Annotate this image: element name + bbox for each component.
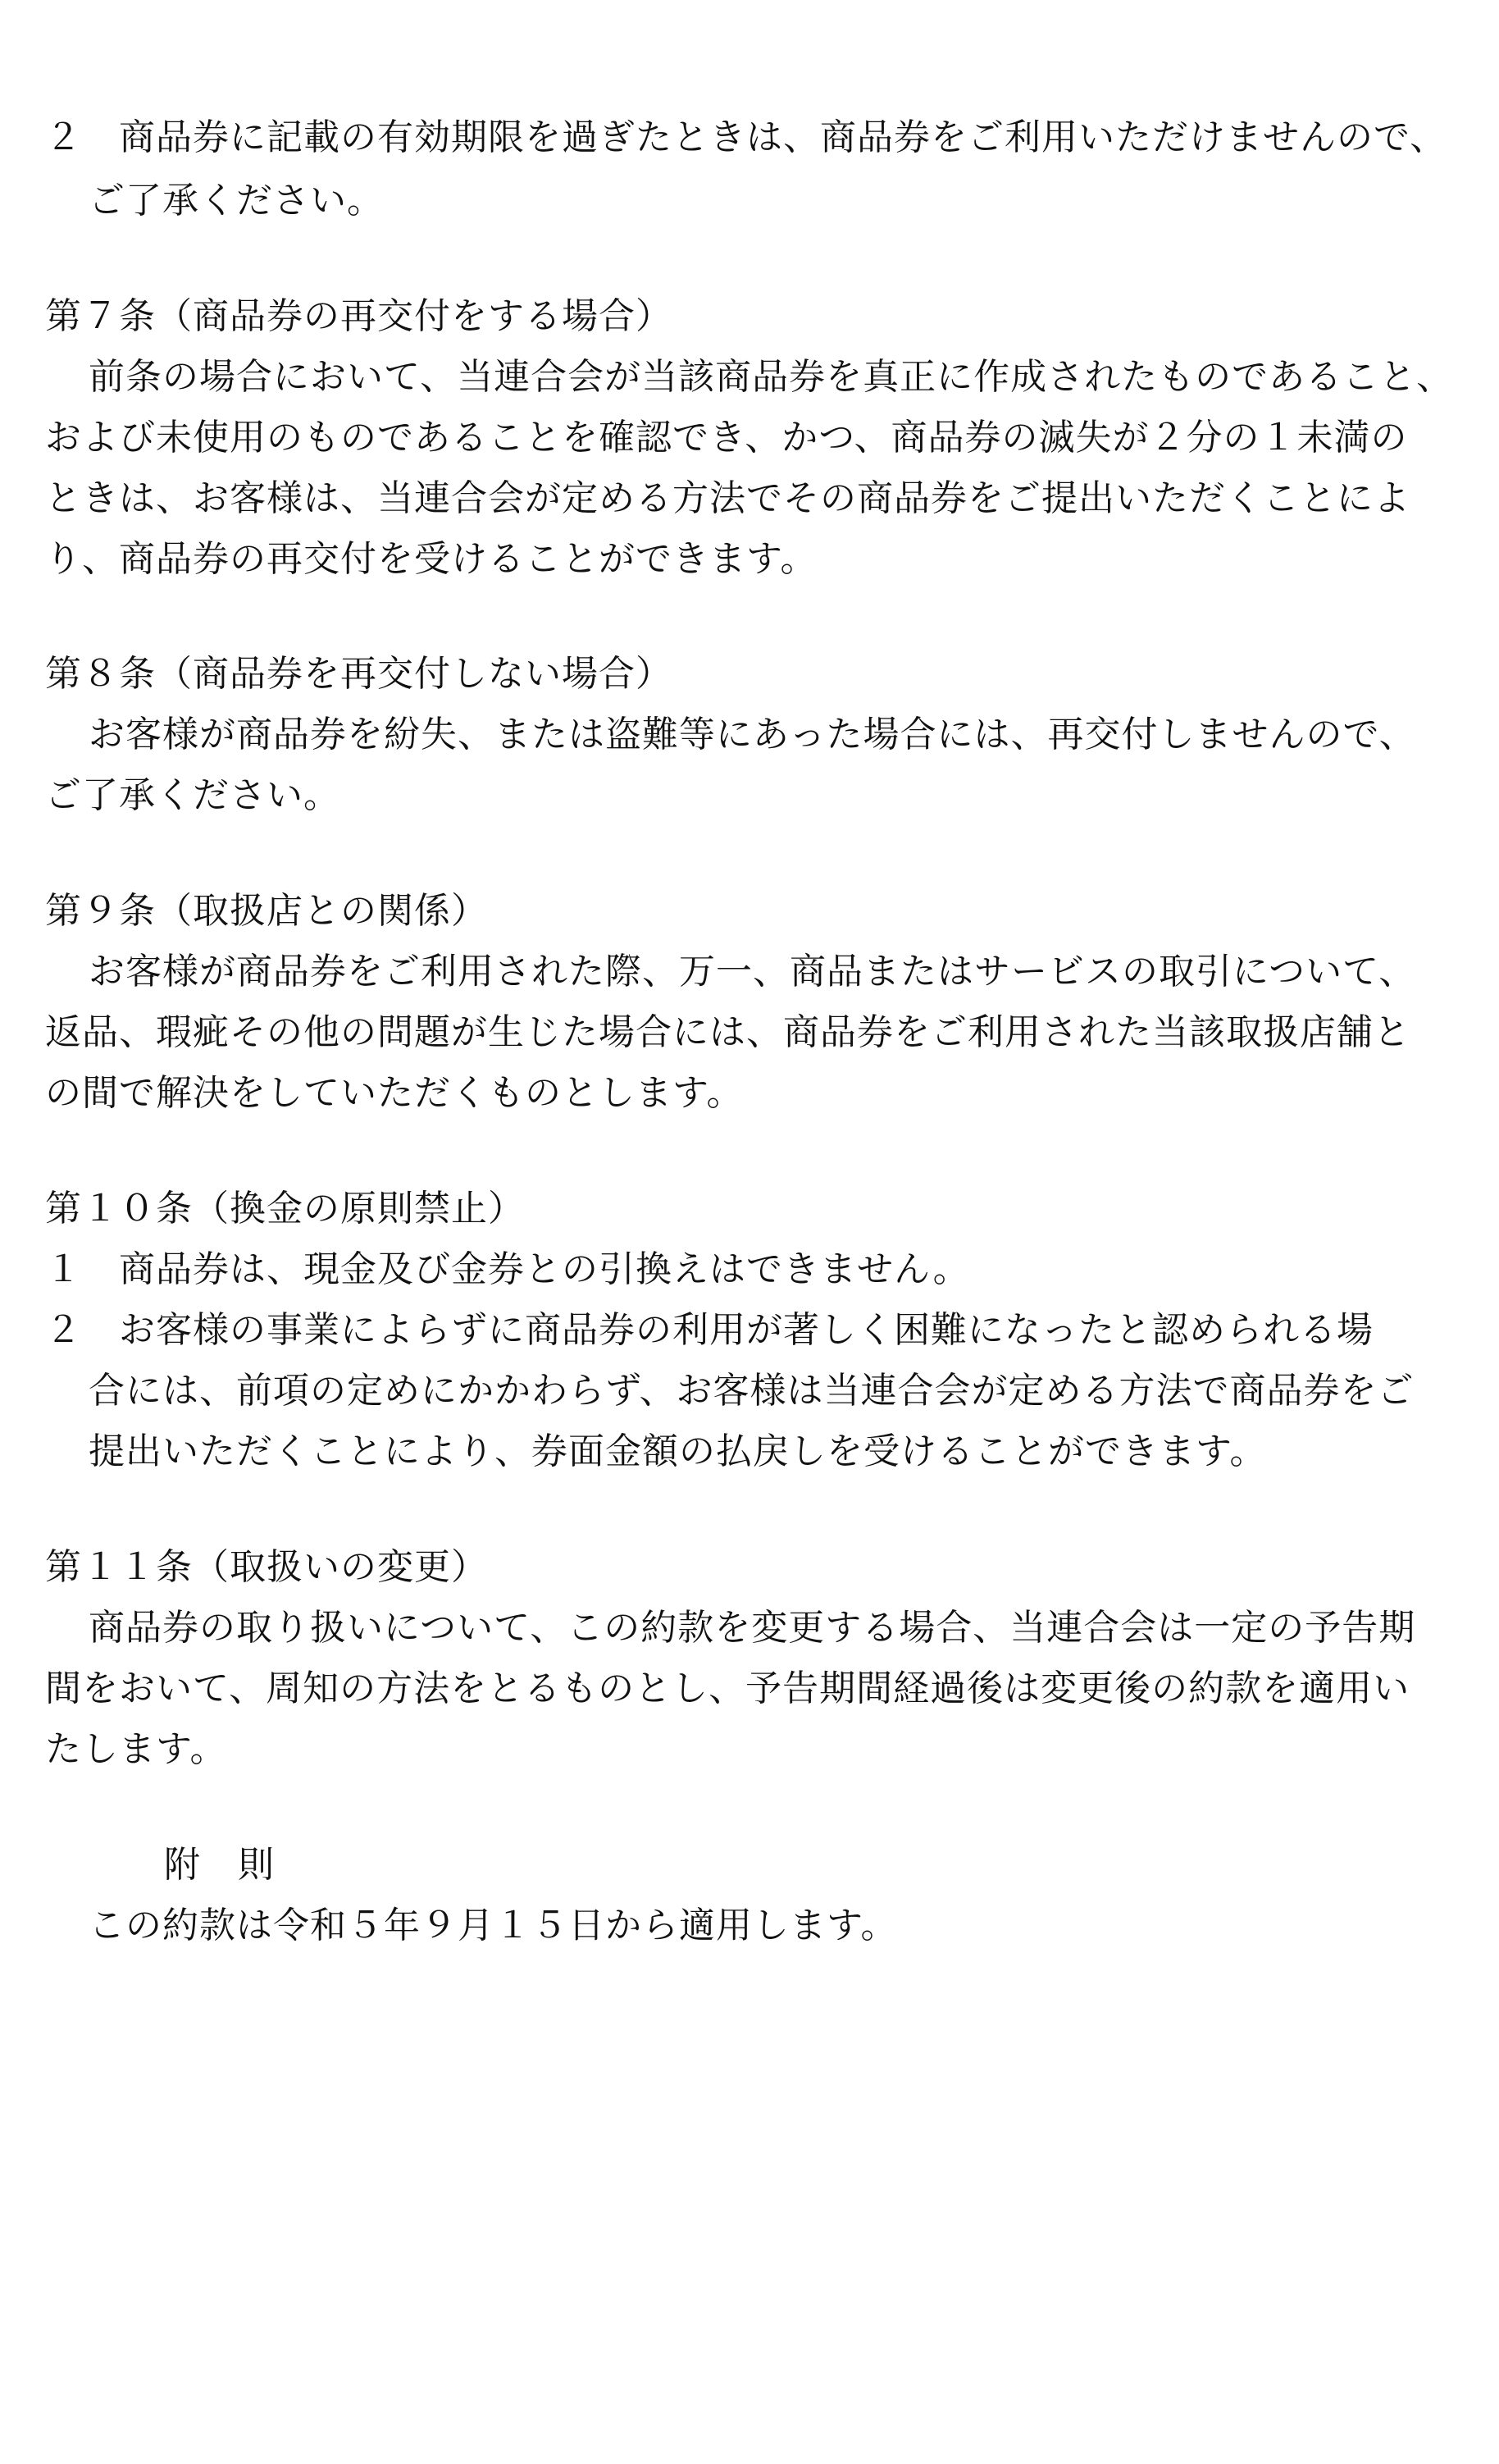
article9-heading: 第９条（取扱店との関係） (45, 890, 488, 932)
article7-heading: 第７条（商品券の再交付をする場合） (45, 295, 672, 337)
supplementary-provisions-body: この約款は令和５年９月１５日から適用します。 (89, 1905, 898, 1946)
article6-item2-line1: ２ 商品券に記載の有効期限を過ぎたときは、商品券をご利用いただけませんので、 (45, 116, 1447, 158)
article10-item2-line3: 提出いただくことにより、券面金額の払戻しを受けることができます。 (89, 1430, 1267, 1472)
article8-body-line2: ご了承ください。 (45, 774, 340, 816)
article11-heading: 第１１条（取扱いの変更） (45, 1546, 488, 1588)
article11-body-line1: 商品券の取り扱いについて、この約款を変更する場合、当連合会は一定の予告期 (89, 1607, 1416, 1649)
article7-body-line3: ときは、お客様は、当連合会が定める方法でその商品券をご提出いただくことによ (45, 477, 1410, 519)
article6-item2-line2: ご了承ください。 (89, 180, 384, 221)
article10-item2-line1: ２ お客様の事業によらずに商品券の利用が著しく困難になったと認められる場 (45, 1309, 1374, 1351)
article8-heading: 第８条（商品券を再交付しない場合） (45, 653, 672, 695)
article7-body-line4: り、商品券の再交付を受けることができます。 (45, 538, 818, 580)
article10-item1: １ 商品券は、現金及び金券との引換えはできません。 (45, 1248, 970, 1290)
article9-body-line2: 返品、瑕疵その他の問題が生じた場合には、商品券をご利用された当該取扱店舗と (45, 1011, 1410, 1053)
article8-body-line1: お客様が商品券を紛失、または盗難等にあった場合には、再交付しませんので、 (89, 714, 1416, 755)
article11-body-line2: 間をおいて、周知の方法をとるものとし、予告期間経過後は変更後の約款を適用い (45, 1668, 1410, 1709)
article9-body-line3: の間で解決をしていただくものとします。 (45, 1072, 744, 1114)
article10-item2-line2: 合には、前項の定めにかかわらず、お客様は当連合会が定める方法で商品券をご (89, 1370, 1415, 1412)
article7-body-line2: および未使用のものであることを確認でき、かつ、商品券の滅失が２分の１未満の (45, 417, 1408, 459)
article7-body-line1: 前条の場合において、当連合会が当該商品券を真正に作成されたものであること、 (89, 356, 1454, 398)
supplementary-provisions-heading: 附 則 (164, 1844, 275, 1886)
article10-heading: 第１０条（換金の原則禁止） (45, 1188, 525, 1230)
article9-body-line1: お客様が商品券をご利用された際、万一、商品またはサービスの取引について、 (89, 951, 1416, 992)
article11-body-line3: たします。 (45, 1728, 227, 1770)
